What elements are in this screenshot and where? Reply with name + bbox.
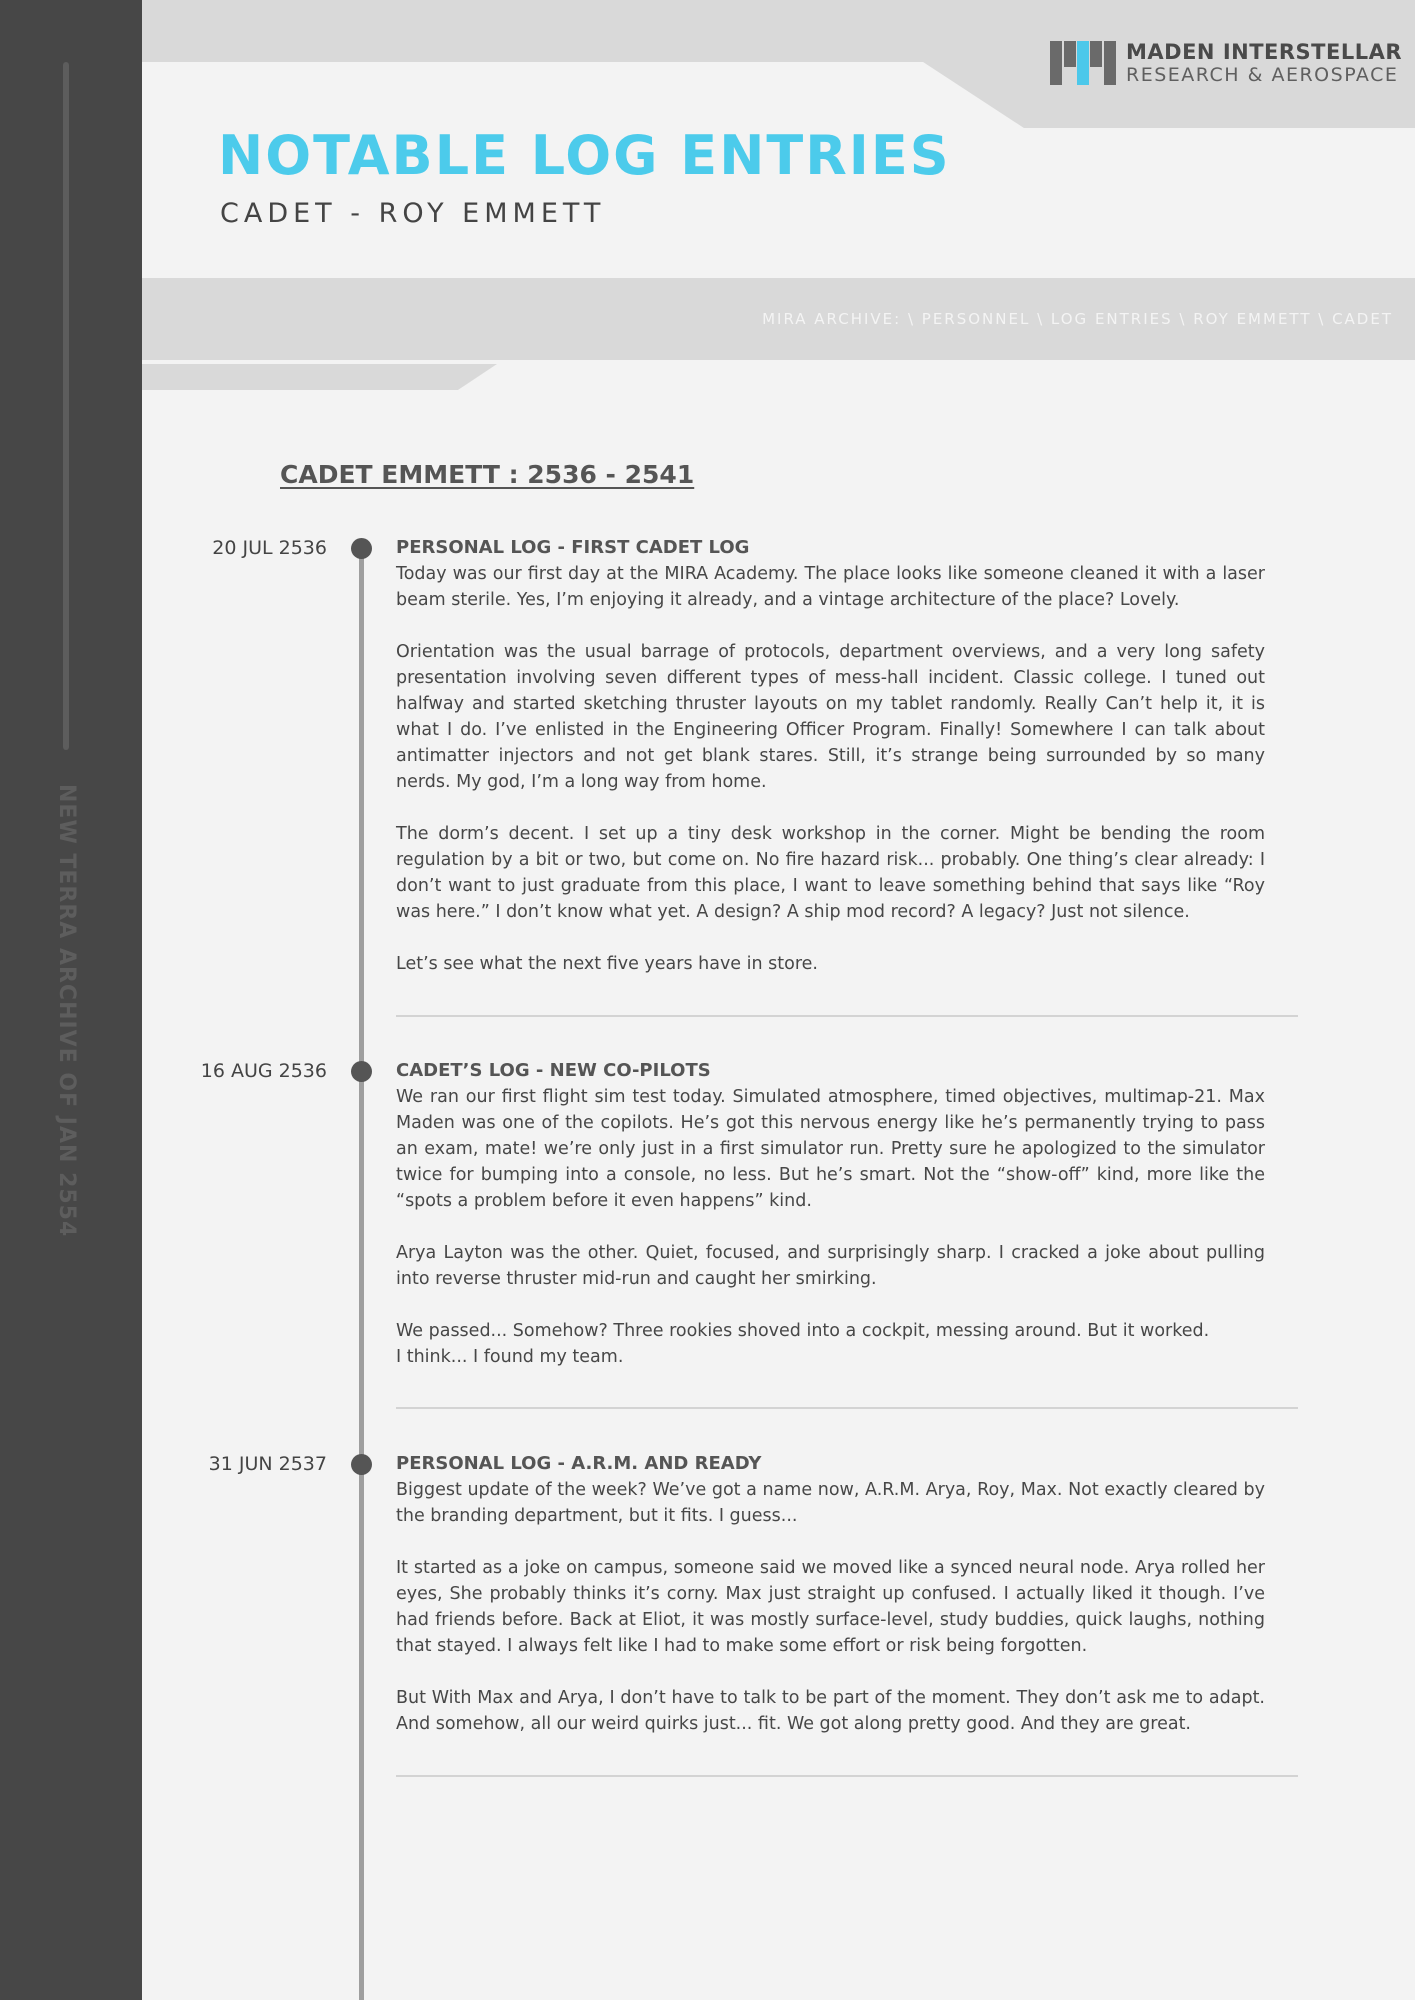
entry-heading: CADET’S LOG - NEW CO-PILOTS xyxy=(396,1060,711,1081)
breadcrumb: MIRA ARCHIVE: \ PERSONNEL \ LOG ENTRIES \ ROY EMMETT \ CADET xyxy=(762,310,1393,328)
timeline-dot xyxy=(351,1061,372,1082)
entry-paragraph: Biggest update of the week? We’ve got a name now, A.R.M. Arya, Roy, Max. Not exactly cleared by the branding department, but it fits. I guess... xyxy=(396,1480,1265,1526)
entry-date: 16 AUG 2536 xyxy=(200,1060,327,1082)
sidebar-scroll-indicator xyxy=(63,62,69,750)
breadcrumb-bar xyxy=(142,278,1415,360)
entry-paragraph: Arya Layton was the other. Quiet, focused, and surprisingly sharp. I cracked a joke about pulling into reverse thruster mid-run and caught her smirking. xyxy=(396,1243,1265,1289)
entry-paragraph: Today was our first day at the MIRA Academy. The place looks like someone cleaned it with a laser beam sterile. Yes, I’m enjoying it already, and a vintage architecture of the place? Lovely. xyxy=(396,564,1265,610)
entry-heading: PERSONAL LOG - FIRST CADET LOG xyxy=(396,537,750,558)
timeline-dot xyxy=(351,538,372,559)
page-title: NOTABLE LOG ENTRIES xyxy=(218,124,951,187)
entry-paragraph: The dorm’s decent. I set up a tiny desk workshop in the corner. Might be bending the room regulation by a bit or two, but come on. No fire hazard risk... probably. One thing’s clear already: I don’t want to just graduate from this place, I want to leave something behind that says like “Roy was here.” I don’t know what yet. A design? A ship mod record? A legacy? Just not silence. xyxy=(396,824,1265,922)
entry-content xyxy=(396,1451,1265,1737)
entry-content xyxy=(396,535,1265,977)
brand-text xyxy=(1126,40,1402,86)
entry-content xyxy=(396,1058,1265,1370)
entry-paragraph: We ran our first flight sim test today. Simulated atmosphere, timed objectives, multimap-21. Max Maden was one of the copilots. He’s got this nervous energy like he’s permanently trying to pass an exam, mate! we’re only just in a first simulator run. Pretty sure he apologized to the simulator twice for bumping into a console, no less. But he’s smart. Not the “show-off” kind, more like the “spots a problem before it even happens” kind. xyxy=(396,1087,1265,1211)
breadcrumb-tab xyxy=(142,364,497,390)
brand-name: MADEN INTERSTELLAR xyxy=(1126,40,1403,64)
page-subtitle: CADET - ROY EMMETT xyxy=(220,198,606,229)
entry-paragraph: We passed... Somehow? Three rookies shoved into a cockpit, messing around. But it worked. xyxy=(396,1321,1210,1341)
entry-divider xyxy=(396,1407,1298,1409)
brand-logo xyxy=(1050,40,1402,86)
entry-paragraph: It started as a joke on campus, someone said we moved like a synced neural node. Arya rolled her eyes, She probably thinks it’s corny. Max just straight up confused. I actually liked it though. I’ve had friends before. Back at Eliot, it was mostly surface-level, study buddies, quick laughs, nothing that stayed. I always felt like I had to make some effort or risk being forgotten. xyxy=(396,1558,1265,1656)
entry-divider xyxy=(396,1015,1298,1017)
entry-divider xyxy=(396,1775,1298,1777)
archive-vertical-label: NEW TERRA ARCHIVE OF JAN 2554 xyxy=(54,784,79,1238)
brand-tagline: RESEARCH & AEROSPACE xyxy=(1126,64,1399,86)
section-title: CADET EMMETT : 2536 - 2541 xyxy=(280,460,695,489)
entry-date: 20 JUL 2536 xyxy=(212,537,327,559)
entry-paragraph: But With Max and Arya, I don’t have to talk to be part of the moment. They don’t ask me to adapt. And somehow, all our weird quirks just... fit. We got along pretty good. And they are great. xyxy=(396,1688,1265,1734)
brand-mark-icon xyxy=(1050,41,1116,85)
sidebar xyxy=(0,0,142,2000)
entry-paragraph: I think... I found my team. xyxy=(396,1347,624,1367)
timeline-dot xyxy=(351,1454,372,1475)
timeline-line xyxy=(359,548,364,2000)
entry-paragraph: Let’s see what the next five years have in store. xyxy=(396,954,818,974)
entry-paragraph: Orientation was the usual barrage of protocols, department overviews, and a very long safety presentation involving seven different types of mess-hall incident. Classic college. I tuned out halfway and started sketching thruster layouts on my tablet randomly. Really Can’t help it, it is what I do. I’ve enlisted in the Engineering Officer Program. Finally! Somewhere I can talk about antimatter injectors and not get blank stares. Still, it’s strange being surrounded by so many nerds. My god, I’m a long way from home. xyxy=(396,642,1265,792)
entry-date: 31 JUN 2537 xyxy=(208,1453,327,1475)
entry-heading: PERSONAL LOG - A.R.M. AND READY xyxy=(396,1453,762,1474)
